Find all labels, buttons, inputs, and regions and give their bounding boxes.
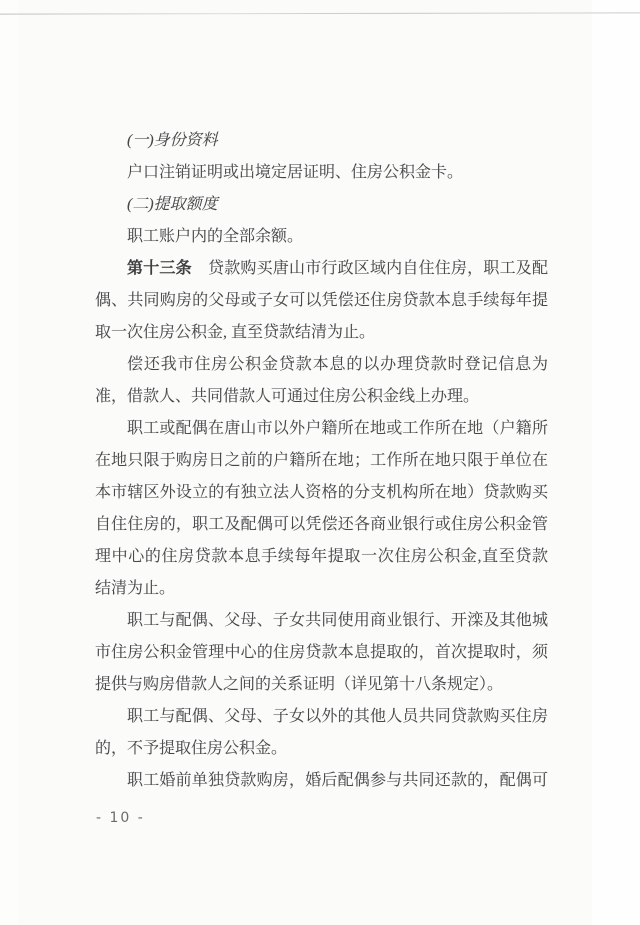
text-line: 偿还我市住房公积金贷款本息的以办理贷款时登记信息为 [127,356,548,373]
text-line: 偶、共同购房的父母或子女可以凭偿还住房贷款本息手续每年提 [95,292,548,309]
text-line: 职工婚前单独贷款购房，婚后配偶参与共同还款的，配偶可 [127,772,548,789]
text-line: 职工账户内的全部余额。 [127,228,304,245]
text-line: 在地只限于购房日之前的户籍所在地；工作所在地只限于单位在 [95,452,548,469]
text-line: (一)身份资料 [127,132,218,149]
document-body [95,125,548,797]
text-line: 职工与配偶、父母、子女共同使用商业银行、开滦及其他城 [127,612,548,629]
text-line: 取一次住房公积金, 直至贷款结清为止。 [95,324,376,341]
text-line: 市住房公积金管理中心的住房贷款本息提取的，首次提取时，须 [95,644,548,661]
text-line: 结清为止。 [95,580,176,597]
text-line: 提供与购房借款人之间的关系证明（详见第十八条规定）。 [95,676,504,693]
text-line: 职工或配偶在唐山市以外户籍所在地或工作所在地（户籍所 [127,420,548,437]
text-line: 准，借款人、共同借款人可通过住房公积金线上办理。 [95,388,480,405]
page-number: - 10 - [96,810,145,826]
text-line: 本市辖区外设立的有独立法人资格的分支机构所在地）贷款购买 [95,484,548,501]
scan-shade-right [592,0,640,925]
text-line: 的，不予提取住房公积金。 [95,740,288,757]
text-line: 职工与配偶、父母、子女以外的其他人员共同贷款购买住房 [127,708,548,725]
scan-shade-left [0,0,18,925]
text-line: 户口注销证明或出境定居证明、住房公积金卡。 [127,164,464,181]
text-line: 理中心的住房贷款本息手续每年提取一次住房公积金,直至贷款 [95,548,548,565]
article-number-label: 第十三条 [127,260,192,277]
text-line: 第十三条 贷款购买唐山市行政区域内自住住房，职工及配 [127,260,548,277]
text-line: 自住住房的，职工及配偶可以凭偿还各商业银行或住房公积金管 [95,516,548,533]
text-line: (二)提取额度 [127,196,218,213]
document-page [95,125,548,797]
scan-artifact-line [0,12,640,14]
